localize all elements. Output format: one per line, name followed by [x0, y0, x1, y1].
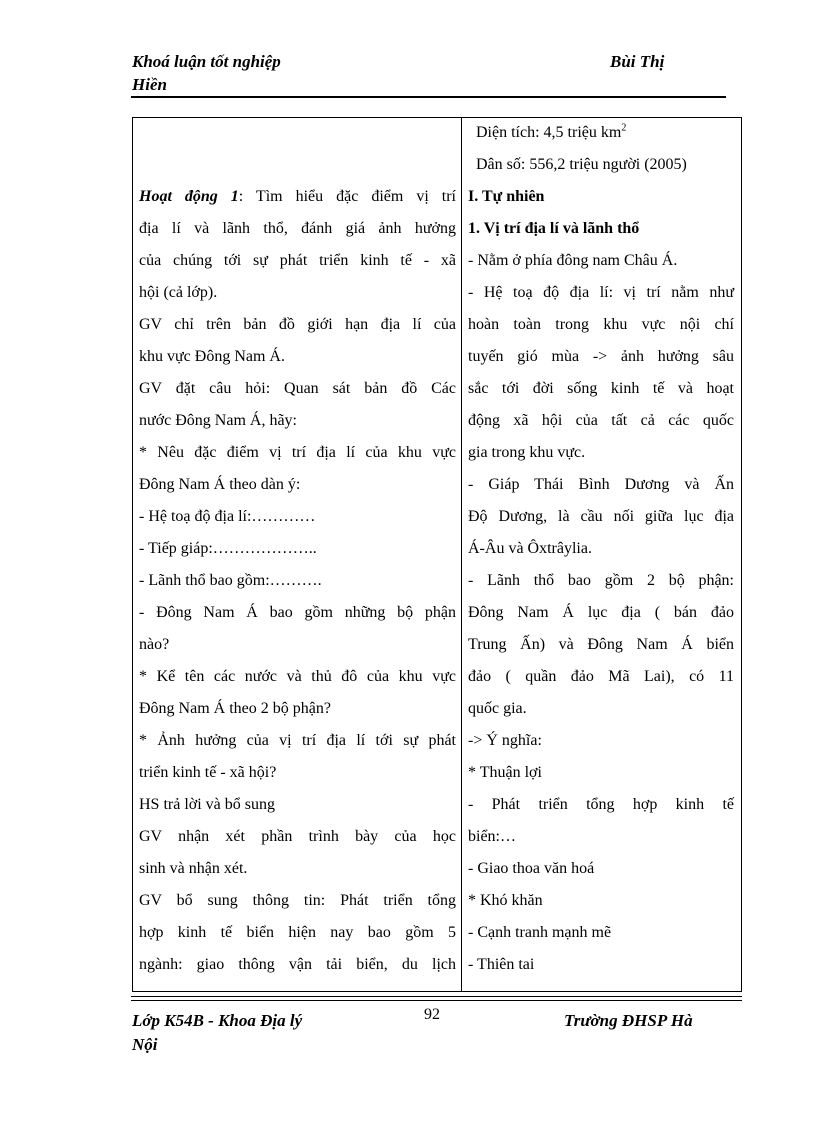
right-line: động xã hội của tất cả các quốc [468, 412, 734, 429]
right-line: * Khó khăn [468, 892, 543, 909]
right-line: - Cạnh tranh mạnh mẽ [468, 924, 612, 941]
left-line: của chúng tới sự phát triển kinh tế - xã [139, 252, 456, 269]
left-line: hội (cả lớp). [139, 284, 218, 301]
left-line: GV chỉ trên bản đồ giới hạn địa lí của [139, 316, 456, 333]
left-line: Đông Nam Á theo dàn ý: [139, 476, 301, 493]
right-column [468, 117, 734, 981]
right-line: đảo ( quần đảo Mã Lai), có 11 [468, 668, 734, 685]
right-line: hoàn toàn trong khu vực nội chí [468, 316, 734, 333]
footer-rule-top [131, 996, 742, 997]
right-line: tuyến gió mùa -> ảnh hưởng sâu [468, 348, 734, 365]
left-line: khu vực Đông Nam Á. [139, 348, 285, 365]
area-superscript: 2 [621, 122, 627, 134]
left-column [139, 181, 456, 981]
footer-school: Trường ĐHSP Hà [564, 1011, 693, 1030]
activity-heading [139, 181, 456, 213]
left-line: sinh và nhận xét. [139, 860, 248, 877]
footer-class: Lớp K54B - Khoa Địa lý [132, 1011, 303, 1030]
header-title-wrap: Hiền [132, 75, 167, 94]
right-line: quốc gia. [468, 700, 527, 717]
right-line: - Giáp Thái Bình Dương và Ấn [468, 476, 734, 493]
header-left [132, 50, 281, 96]
right-line: * Thuận lợi [468, 764, 542, 781]
left-line: * Ảnh hưởng của vị trí địa lí tới sự phát [139, 732, 456, 749]
right-line: - Giao thoa văn hoá [468, 860, 595, 877]
left-line: * Nêu đặc điểm vị trí địa lí của khu vực [139, 444, 456, 461]
footer-left [132, 1009, 302, 1057]
left-line: địa lí và lãnh thổ, đánh giá ảnh hưởng [139, 220, 456, 237]
table-column-divider [461, 117, 462, 992]
right-line: - Phát triển tổng hợp kinh tế [468, 796, 734, 813]
right-line: - Lãnh thổ bao gồm 2 bộ phận: [468, 572, 734, 589]
right-line: Đông Nam Á lục địa ( bán đảo [468, 604, 734, 621]
section-title: I. Tự nhiên [468, 188, 545, 205]
right-line: gia trong khu vực. [468, 444, 586, 461]
right-line: Trung Ấn) và Đông Nam Á biển [468, 636, 734, 653]
subsection-title: 1. Vị trí địa lí và lãnh thổ [468, 220, 640, 237]
header-rule [131, 96, 726, 98]
left-line: - Tiếp giáp:……………….. [139, 540, 317, 557]
activity-title: Hoạt động 1 [139, 188, 239, 205]
left-line: ngành: giao thông vận tải biển, du lịch [139, 956, 456, 973]
header-title: Khoá luận tốt nghiệp [132, 52, 281, 71]
page-number: 92 [424, 1006, 440, 1023]
left-line: - Đông Nam Á bao gồm những bộ phận [139, 604, 456, 621]
right-line: biển:… [468, 828, 516, 845]
area-text: Diện tích: 4,5 triệu km [476, 124, 622, 141]
population-line: Dân số: 556,2 triệu người (2005) [476, 156, 687, 173]
footer-rule-bottom [131, 1000, 742, 1001]
right-line: -> Ý nghĩa: [468, 732, 542, 749]
left-line: nào? [139, 636, 170, 653]
activity-text: : Tìm hiểu đặc điểm vị trí [238, 188, 456, 205]
left-line: GV bổ sung thông tin: Phát triển tổng [139, 892, 456, 909]
right-line: sắc tới đời sống kinh tế và hoạt [468, 380, 734, 397]
left-line: * Kể tên các nước và thủ đô của khu vực [139, 668, 456, 685]
right-line: - Nằm ở phía đông nam Châu Á. [468, 252, 678, 269]
right-line: Á-Âu và Ôxtrâylia. [468, 540, 592, 557]
right-line: - Thiên tai [468, 956, 535, 973]
left-line: nước Đông Nam Á, hãy: [139, 412, 297, 429]
left-line: GV đặt câu hỏi: Quan sát bản đồ Các [139, 380, 456, 397]
left-line: - Lãnh thổ bao gồm:………. [139, 572, 322, 589]
right-line: - Hệ toạ độ địa lí: vị trí nằm như [468, 284, 734, 301]
area-line [468, 117, 734, 149]
footer-class-wrap: Nội [132, 1035, 158, 1054]
left-line: Đông Nam Á theo 2 bộ phận? [139, 700, 331, 717]
left-line: - Hệ toạ độ địa lí:………… [139, 508, 316, 525]
left-line: triển kinh tế - xã hội? [139, 764, 277, 781]
left-line: GV nhận xét phần trình bày của học [139, 828, 456, 845]
left-line: HS trả lời và bổ sung [139, 796, 276, 813]
header-author: Bùi Thị [610, 52, 665, 71]
left-line: hợp kinh tế biển hiện nay bao gồm 5 [139, 924, 456, 941]
right-line: Độ Dương, là cầu nối giữa lục địa [468, 508, 734, 525]
